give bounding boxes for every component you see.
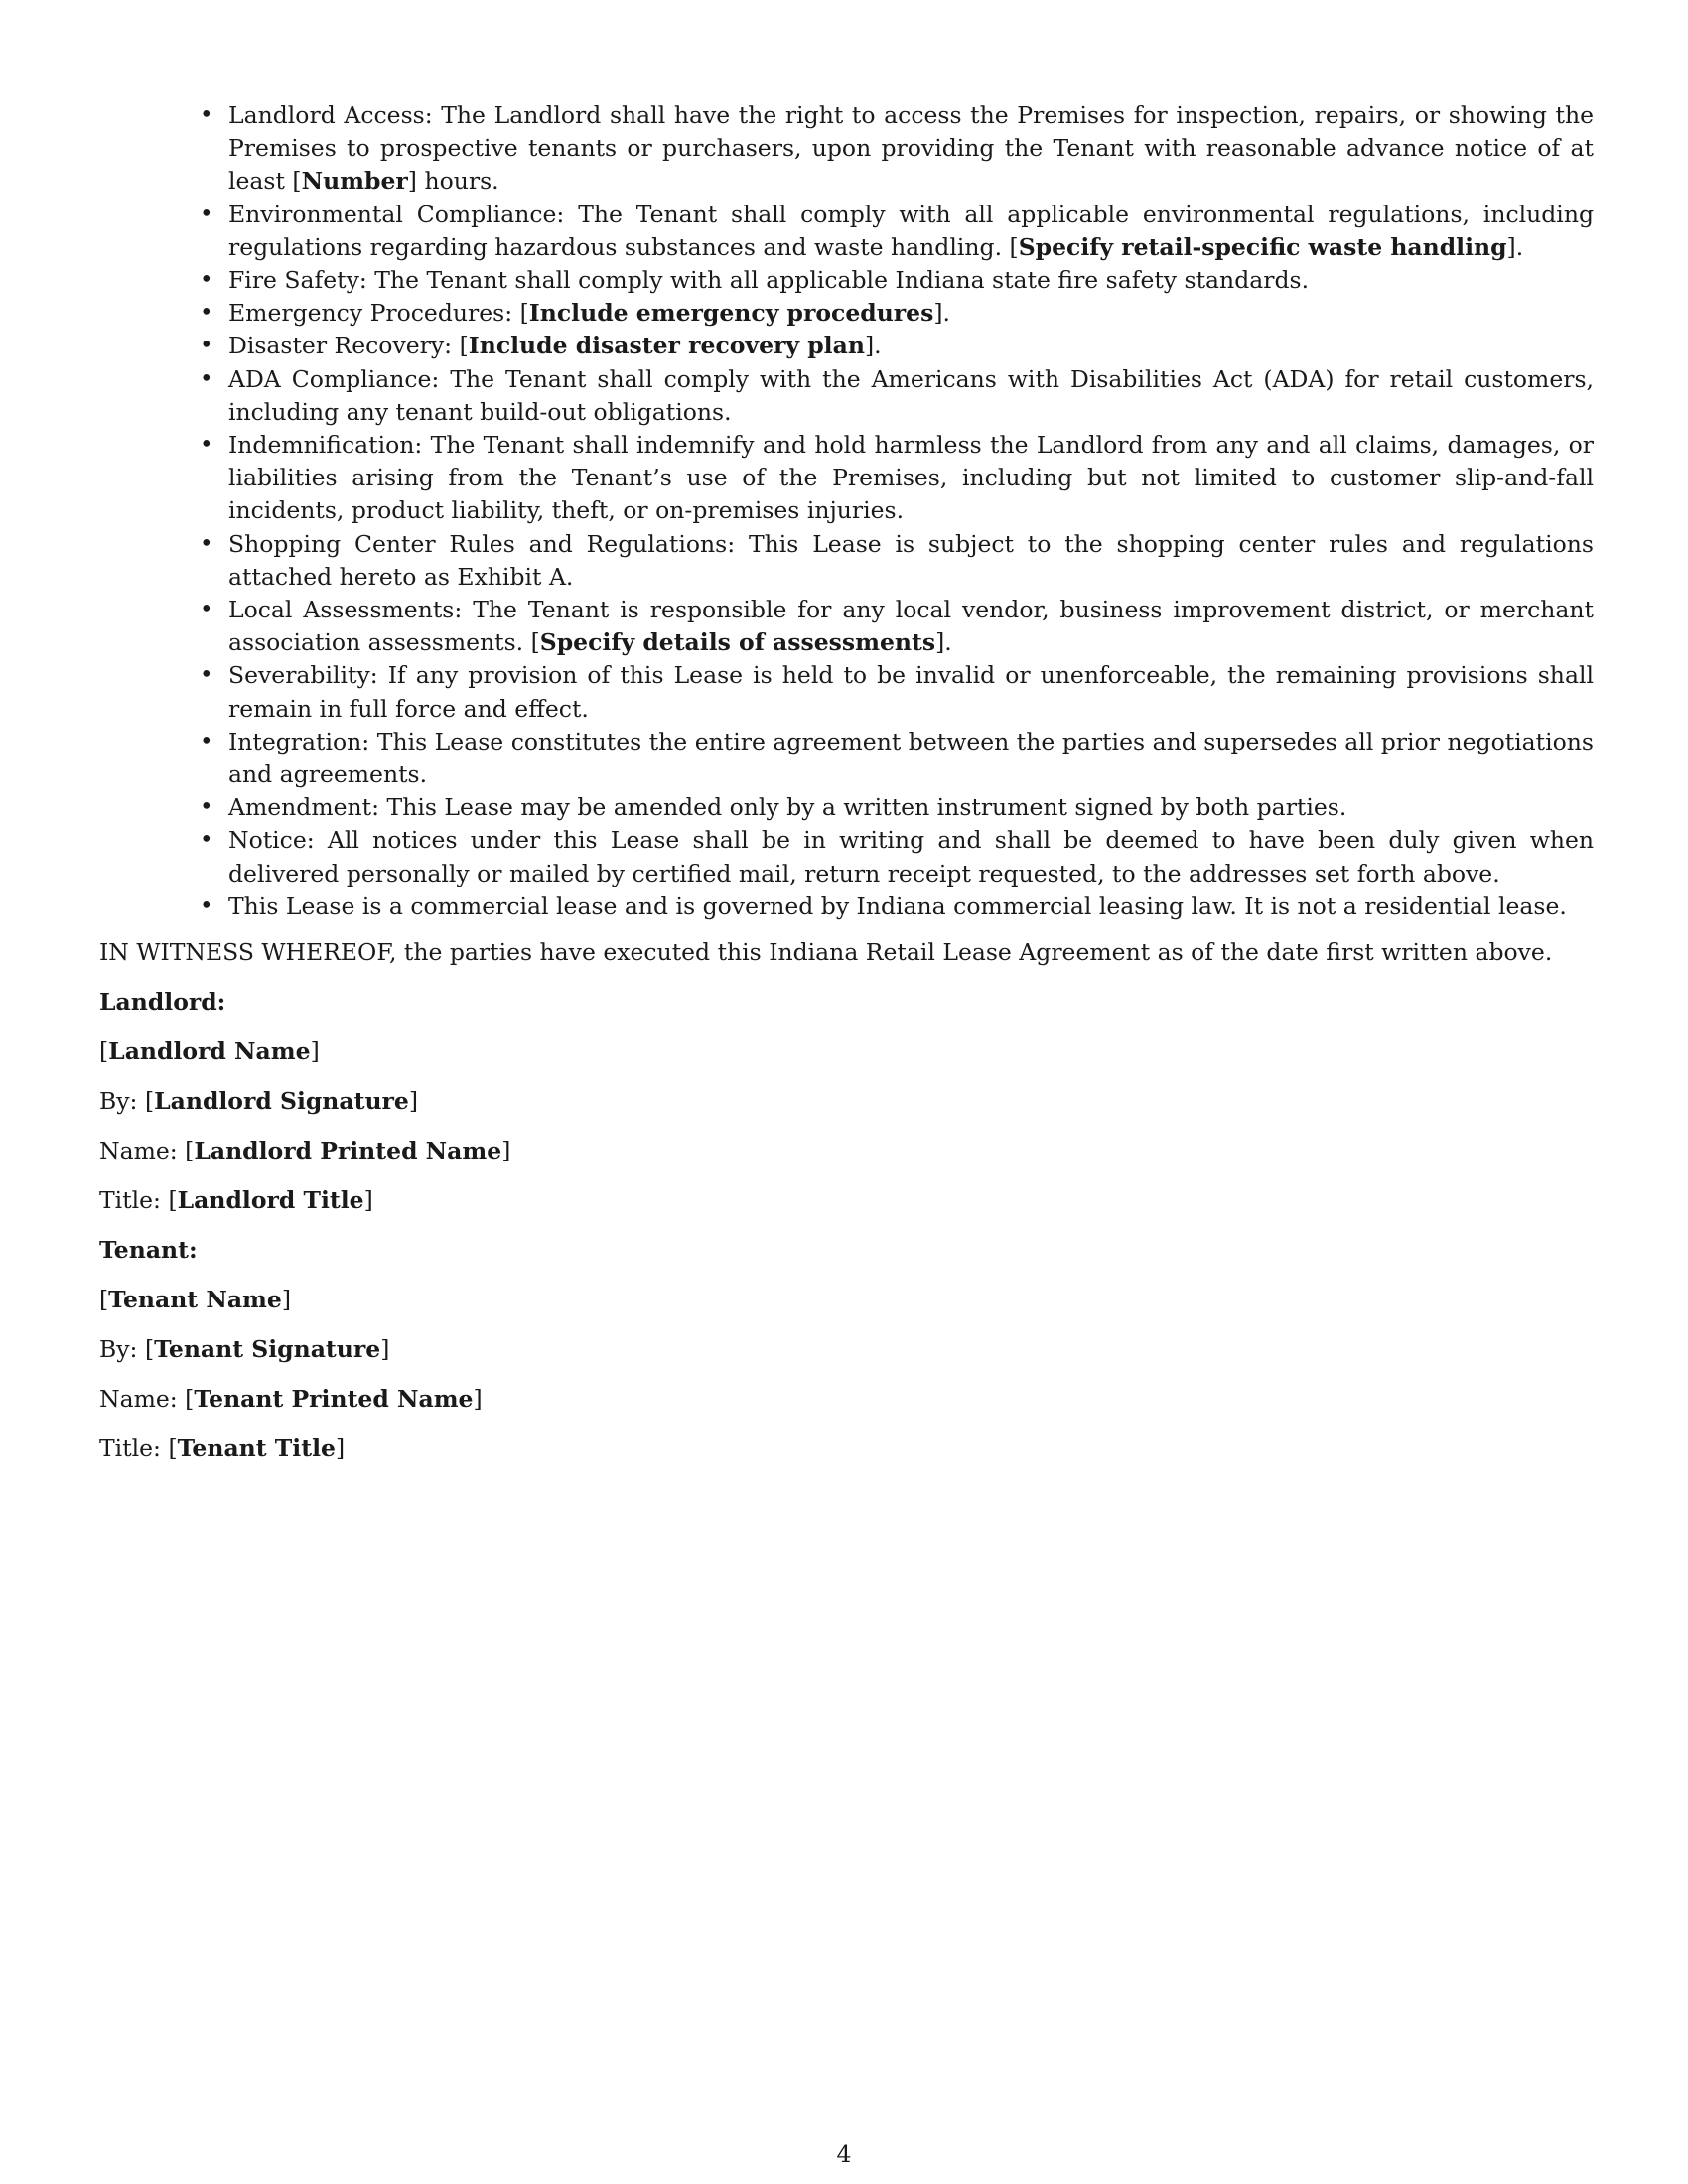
clause-text: The Tenant shall indemnify and hold harmless the Landlord from any and all claims, damages, or liabilities arising from the Tenant’s use of the Premises, including but not limited to customer slip-and-fall incidents, product liability, theft, or on-premises injuries. — [228, 431, 1594, 525]
clause-placeholder: Number — [301, 167, 408, 196]
clause-title: Notice: — [228, 826, 315, 855]
page-content — [99, 99, 1594, 1465]
clause-text: The Tenant shall comply with all applicable Indiana state fire safety standards. — [374, 266, 1310, 295]
clause-placeholder: Specify details of assessments — [539, 628, 936, 657]
tenant-title-line: Title: [Tenant Title] — [99, 1434, 346, 1463]
clause-title: Local Assessments: — [228, 596, 463, 624]
clause-title: Indemnification: — [228, 431, 423, 460]
clause-title: Environmental Compliance: — [228, 200, 565, 228]
clause-placeholder: Include disaster recovery plan — [468, 332, 865, 360]
tenant-heading: Tenant: — [99, 1236, 198, 1265]
clause-item: • Disaster Recovery: [Include disaster recovery plan]. — [99, 330, 1594, 362]
clause-item — [99, 824, 1594, 889]
clause-item — [99, 264, 1594, 297]
clause-item — [99, 429, 1594, 528]
clause-text: This Lease is subject to the shopping center rules and regulations attached hereto as Exhibit A. — [228, 529, 1594, 591]
tenant-name: [Tenant Name] — [99, 1286, 292, 1314]
clause-text: This Lease constitutes the entire agreement between the parties and supersedes all prior negotiations and agreements. — [228, 727, 1594, 789]
clause-text: The Tenant shall comply with all applicable environmental regulations, including regulations regarding hazardous substances and waste handling. — [228, 200, 1594, 261]
clause-text: The Landlord shall have the right to access the Premises for inspection, repairs, or showing the Premises to prospective tenants or purchasers, upon providing the Tenant with reasonable advance notice of at least — [228, 101, 1594, 196]
landlord-printed-name-line: Name: [Landlord Printed Name] — [99, 1137, 511, 1165]
clause-list — [99, 99, 1594, 923]
clause-text: If any provision of this Lease is held to be invalid or unenforceable, the remaining provisions shall remain in full force and effect. — [228, 661, 1594, 723]
witness-statement: IN WITNESS WHEREOF, the parties have executed this Indiana Retail Lease Agreement as of the date first written above. — [99, 938, 1553, 967]
clause-item — [99, 890, 1594, 923]
clause-item: • Emergency Procedures: [Include emergency procedures]. — [99, 297, 1594, 330]
landlord-name: [Landlord Name] — [99, 1037, 320, 1066]
clause-item: • Environmental Compliance: The Tenant shall comply with all applicable environmental regulations, including regulations regarding hazardous substances and waste handling. [Specify retail-specific waste handling]. — [99, 199, 1594, 264]
clause-title: Amendment: — [228, 793, 380, 822]
clause-item: • Local Assessments: The Tenant is responsible for any local vendor, business improvement district, or merchant association assessments. [Specify details of assessments]. — [99, 594, 1594, 659]
clause-placeholder: Include emergency procedures — [528, 299, 934, 328]
clause-suffix: . — [942, 299, 951, 328]
landlord-signature-line: By: [Landlord Signature] — [99, 1087, 419, 1116]
clause-item — [99, 791, 1594, 824]
tenant-signature-line: By: [Tenant Signature] — [99, 1335, 390, 1364]
clause-item — [99, 528, 1594, 594]
clause-title: Severability: — [228, 661, 378, 690]
tenant-printed-name-line: Name: [Tenant Printed Name] — [99, 1385, 483, 1414]
clause-text: This Lease may be amended only by a written instrument signed by both parties. — [386, 793, 1347, 822]
clause-suffix: . — [874, 332, 882, 360]
clause-text: All notices under this Lease shall be in writing and shall be deemed to have been duly given when delivered personally or mailed by certified mail, return receipt requested, to the addresses set forth above. — [228, 826, 1594, 887]
clause-title: ADA Compliance: — [228, 364, 440, 393]
clause-title: Landlord Access: — [228, 101, 433, 129]
clause-placeholder: Specify retail-specific waste handling — [1018, 232, 1507, 261]
clause-text: This Lease is a commercial lease and is governed by Indiana commercial leasing law. It is not a residential lease. — [228, 891, 1567, 920]
clause-text: The Tenant shall comply with the Americans with Disabilities Act (ADA) for retail customers, including any tenant build-out obligations. — [228, 364, 1594, 426]
clause-suffix: . — [1515, 232, 1524, 261]
clause-title: Disaster Recovery: — [228, 332, 453, 360]
landlord-title-line: Title: [Landlord Title] — [99, 1186, 373, 1215]
clause-item — [99, 363, 1594, 429]
clause-item — [99, 659, 1594, 725]
clause-suffix: . — [944, 628, 952, 657]
clause-title: Integration: — [228, 727, 370, 755]
clause-suffix: hours. — [416, 167, 499, 196]
clause-title: Shopping Center Rules and Regulations: — [228, 529, 736, 558]
clause-title: Emergency Procedures: — [228, 299, 513, 328]
clause-title: Fire Safety: — [228, 266, 367, 295]
clause-item — [99, 726, 1594, 791]
landlord-heading: Landlord: — [99, 988, 226, 1017]
clause-text: The Tenant is responsible for any local vendor, business improvement district, or merchant association assessments. — [228, 596, 1594, 657]
page-number: 4 — [836, 2140, 852, 2168]
clause-item: • Landlord Access: The Landlord shall have the right to access the Premises for inspection, repairs, or showing the Premises to prospective tenants or purchasers, upon providing the Tenant with reasonable advance notice of at least [Number] hours. — [99, 99, 1594, 199]
